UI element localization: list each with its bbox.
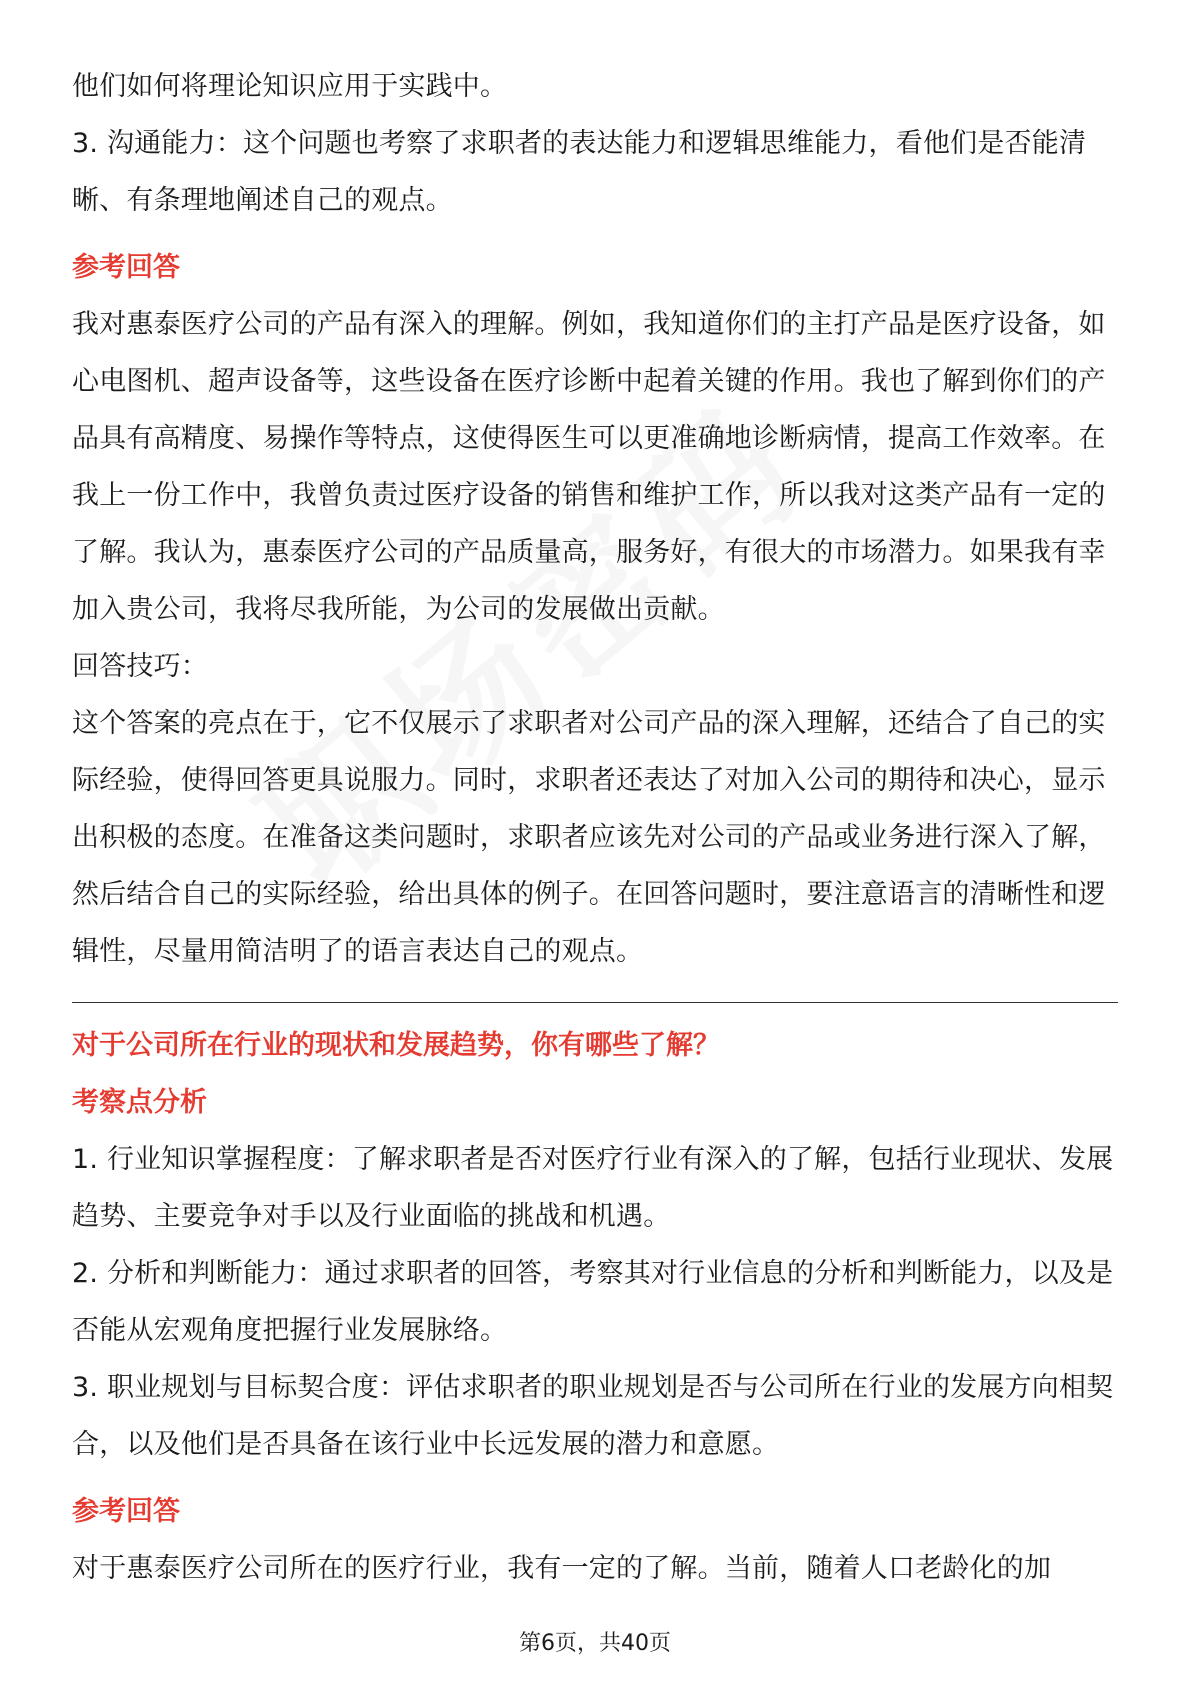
answer-tips-text: 这个答案的亮点在于，它不仅展示了求职者对公司产品的深入理解，还结合了自己的实际经验，使得回答更具说服力。同时，求职者还表达了对加入公司的期待和决心，显示出积极的态度。在准备这类问题时，求职者应该先对公司的产品或业务进行深入了解，然后结合自己的实际经验，给出具体的例子。在回答问题时，要注意语言的清晰性和逻辑性，尽量用简洁明了的语言表达自己的观点。 <box>72 708 1106 967</box>
question-title: 对于公司所在行业的现状和发展趋势，你有哪些了解？ <box>72 1030 720 1061</box>
reference-answer-text: 我对惠泰医疗公司的产品有深入的理解。例如，我知道你们的主打产品是医疗设备，如心电图机、超声设备等，这些设备在医疗诊断中起着关键的作用。我也了解到你们的产品具有高精度、易操作等特点，这使得医生可以更准确地诊断病情，提高工作效率。在我上一份工作中，我曾负责过医疗设备的销售和维护工作，所以我对这类产品有一定的了解。我认为，惠泰医疗公司的产品质量高，服务好，有很大的市场潜力。如果我有幸加入贵公司，我将尽我所能，为公司的发展做出贡献。 <box>72 309 1106 625</box>
analysis-point-2: 2. 分析和判断能力：通过求职者的回答，考察其对行业信息的分析和判断能力，以及是否能从宏观角度把握行业发展脉络。 <box>72 1258 1114 1346</box>
answer-tips-label: 回答技巧： <box>72 651 208 682</box>
reference-answer-text-2: 对于惠泰医疗公司所在的医疗行业，我有一定的了解。当前，随着人口老龄化的加 <box>72 1553 1052 1584</box>
analysis-heading: 考察点分析 <box>72 1087 207 1118</box>
analysis-point-3: 3. 沟通能力：这个问题也考察了求职者的表达能力和逻辑思维能力，看他们是否能清晰、有条理地阐述自己的观点。 <box>72 128 1087 216</box>
page-number: 第6页，共40页 <box>519 1631 671 1656</box>
analysis-point-1: 1. 行业知识掌握程度：了解求职者是否对医疗行业有深入的了解，包括行业现状、发展趋势、主要竞争对手以及行业面临的挑战和机遇。 <box>72 1144 1114 1232</box>
section-divider <box>72 1002 1118 1003</box>
reference-answer-heading-2: 参考回答 <box>72 1496 180 1527</box>
paragraph-continuation: 他们如何将理论知识应用于实践中。 <box>72 71 508 102</box>
analysis-point-3b: 3. 职业规划与目标契合度：评估求职者的职业规划是否与公司所在行业的发展方向相契合，以及他们是否具备在该行业中长远发展的潜力和意愿。 <box>72 1372 1114 1460</box>
reference-answer-heading: 参考回答 <box>72 252 180 283</box>
document-content <box>72 58 1118 1597</box>
